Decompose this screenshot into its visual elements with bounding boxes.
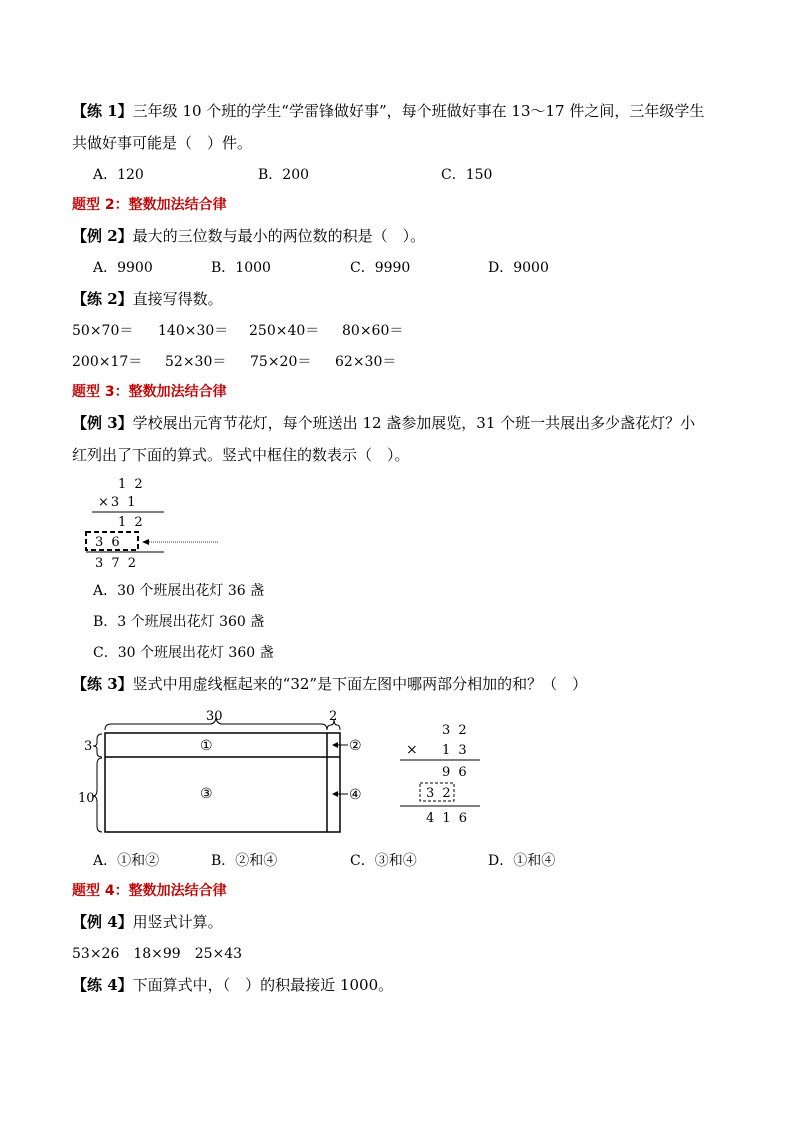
lian4-tag: 【练 4】 — [72, 976, 133, 994]
lian3-vc-r1: 3 2 — [442, 723, 469, 738]
li2-line — [72, 226, 425, 246]
li2-text: 最大的三位数与最小的两位数的积是（ ）。 — [132, 227, 426, 245]
fig-arrowhead-2 — [332, 742, 338, 748]
li3-vc-r1: 1 2 — [118, 477, 145, 492]
li4-tag: 【例 4】 — [72, 913, 133, 931]
lian3-vertical-calc — [398, 720, 488, 830]
lian3-vc-r3: 9 6 — [442, 765, 469, 780]
li2-option-b: B．1000 — [211, 260, 271, 276]
lian1-tag: 【练 1】 — [72, 102, 133, 120]
fig-part-3: ③ — [200, 786, 213, 802]
fig-part-1: ① — [200, 738, 213, 754]
fig-outer-rect — [105, 733, 340, 832]
li3-option-c: C．30 个班展出花灯 360 盏 — [93, 645, 274, 661]
lian4-line — [72, 975, 393, 995]
lian3-option-b: B．②和④ — [211, 853, 278, 869]
lian3-option-a: A．①和② — [93, 853, 160, 869]
li4-text: 用竖式计算。 — [132, 913, 223, 931]
li3-option-b: B．3 个班展出花灯 360 盏 — [93, 614, 265, 630]
lian2-item-7: 75×20＝ — [250, 354, 312, 370]
lian2-text: 直接写得数。 — [132, 290, 223, 308]
lian2-item-8: 62×30＝ — [335, 354, 397, 370]
lian2-item-1: 50×70＝ — [72, 323, 134, 339]
li3-vertical-calc — [78, 474, 228, 574]
li3-option-a: A．30 个班展出花灯 36 盏 — [93, 583, 265, 599]
fig-arrowhead-4 — [332, 791, 338, 797]
li4-line — [72, 912, 223, 932]
lian2-item-2: 140×30＝ — [158, 323, 229, 339]
lian2-item-3: 250×40＝ — [249, 323, 320, 339]
lian4-text: 下面算式中，（ ）的积最接近 1000。 — [132, 976, 394, 994]
lian3-area-figure — [78, 702, 378, 842]
section-title-4: 题型 4：整数加法结合律 — [72, 883, 227, 899]
fig-brace-top-30 — [105, 718, 327, 730]
lian2-line — [72, 289, 223, 309]
lian1-option-b: B．200 — [258, 167, 310, 183]
li2-option-a: A．9900 — [93, 260, 153, 276]
fig-label-2: 2 — [329, 709, 338, 724]
lian3-option-d: D．①和④ — [488, 853, 556, 869]
li3-text2: 红列出了下面的算式。竖式中框住的数表示（ ）。 — [72, 446, 410, 464]
lian3-vc-r5: 4 1 6 — [426, 811, 470, 826]
lian1-option-a: A．120 — [93, 167, 144, 183]
lian3-vc-r2b: 1 3 — [442, 743, 469, 758]
lian3-vc-r2a: × — [406, 742, 418, 758]
section-title-2: 题型 2：整数加法结合律 — [72, 197, 227, 213]
lian1-option-c: C．150 — [441, 167, 493, 183]
lian2-item-5: 200×17＝ — [72, 354, 143, 370]
li3-tag: 【例 3】 — [72, 414, 133, 432]
li3-text1: 学校展出元宵节花灯，每个班送出 12 盏参加展览，31 个班一共展出多少盏花灯？小 — [132, 414, 696, 432]
li3-vc-arrowhead — [142, 539, 149, 545]
fig-label-30: 30 — [206, 709, 223, 724]
lian1-line1 — [72, 101, 704, 121]
lian1-text2: 共做好事可能是（ ）件。 — [72, 134, 253, 152]
lian3-option-c: C．③和④ — [350, 853, 417, 869]
fig-label-10: 10 — [78, 791, 95, 806]
fig-label-3: 3 — [84, 739, 93, 754]
li2-tag: 【例 2】 — [72, 227, 133, 245]
li3-vc-r4: 3 6 — [95, 535, 122, 550]
li4-row: 53×26 18×99 25×43 — [72, 946, 243, 962]
lian2-tag: 【练 2】 — [72, 290, 133, 308]
li3-vc-r2: ×3 1 — [98, 495, 138, 510]
li3-vc-r5: 3 7 2 — [95, 556, 139, 571]
section-title-3: 题型 3：整数加法结合律 — [72, 384, 227, 400]
lian3-vc-r4: 3 2 — [426, 786, 453, 801]
lian2-item-4: 80×60＝ — [342, 323, 404, 339]
fig-part-4: ④ — [349, 787, 362, 803]
li2-option-d: D．9000 — [488, 260, 549, 276]
lian3-tag: 【练 3】 — [72, 675, 133, 693]
li3-vc-r3: 1 2 — [118, 515, 145, 530]
li3-line1 — [72, 413, 695, 433]
lian3-line — [72, 674, 587, 694]
li2-option-c: C．9990 — [350, 260, 411, 276]
fig-part-2: ② — [349, 738, 362, 754]
lian3-text: 竖式中用虚线框起来的“32”是下面左图中哪两部分相加的和？（ ） — [132, 675, 588, 693]
lian1-text1: 三年级 10 个班的学生“学雷锋做好事”，每个班做好事在 13～17 件之间，三年级学生 — [132, 102, 705, 120]
lian2-item-6: 52×30＝ — [165, 354, 227, 370]
fig-brace-left-3 — [93, 734, 102, 757]
